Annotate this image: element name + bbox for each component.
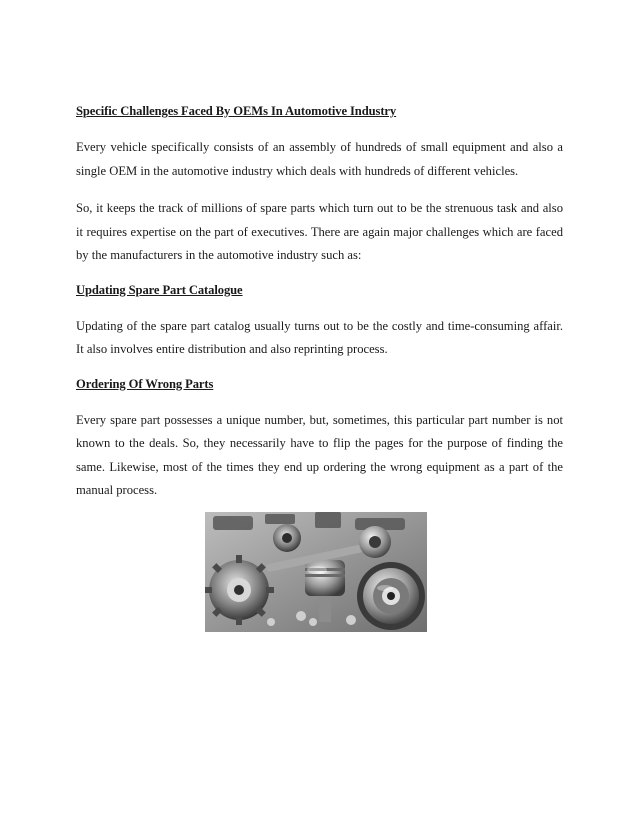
paragraph-catalog-update: Updating of the spare part catalog usually turns out to be the costly and time-consuming affair. It also involves entire distribution and also reprinting process. bbox=[76, 318, 563, 356]
spare-parts-photo-icon bbox=[205, 512, 427, 632]
paragraph-wrong-parts: Every spare part possesses a unique number, but, sometimes, this particular part number is not known to the deals. So, they necessarily have to flip the pages for the purpose of finding the same. Likewise, most of the times they end up ordering the wrong equipment as a part of the manual process. bbox=[76, 412, 563, 497]
paragraph-vehicle-assembly: Every vehicle specifically consists of an assembly of hundreds of small equipment and also a single OEM in the automotive industry which deals with hundreds of different vehicles. bbox=[76, 140, 563, 178]
paragraph-spare-parts-tracking: So, it keeps the track of millions of spare parts which turn out to be the strenuous task and also it requires expertise on the part of executives. There are again major challenges which are faced by the manufacturers in the automotive industry such as: bbox=[76, 201, 563, 262]
document-body bbox=[76, 103, 563, 517]
section-heading-wrong-parts: Ordering Of Wrong Parts bbox=[76, 376, 214, 391]
section-heading-challenges: Specific Challenges Faced By OEMs In Automotive Industry bbox=[76, 104, 397, 118]
section-heading-updating-catalogue: Updating Spare Part Catalogue bbox=[76, 282, 243, 297]
